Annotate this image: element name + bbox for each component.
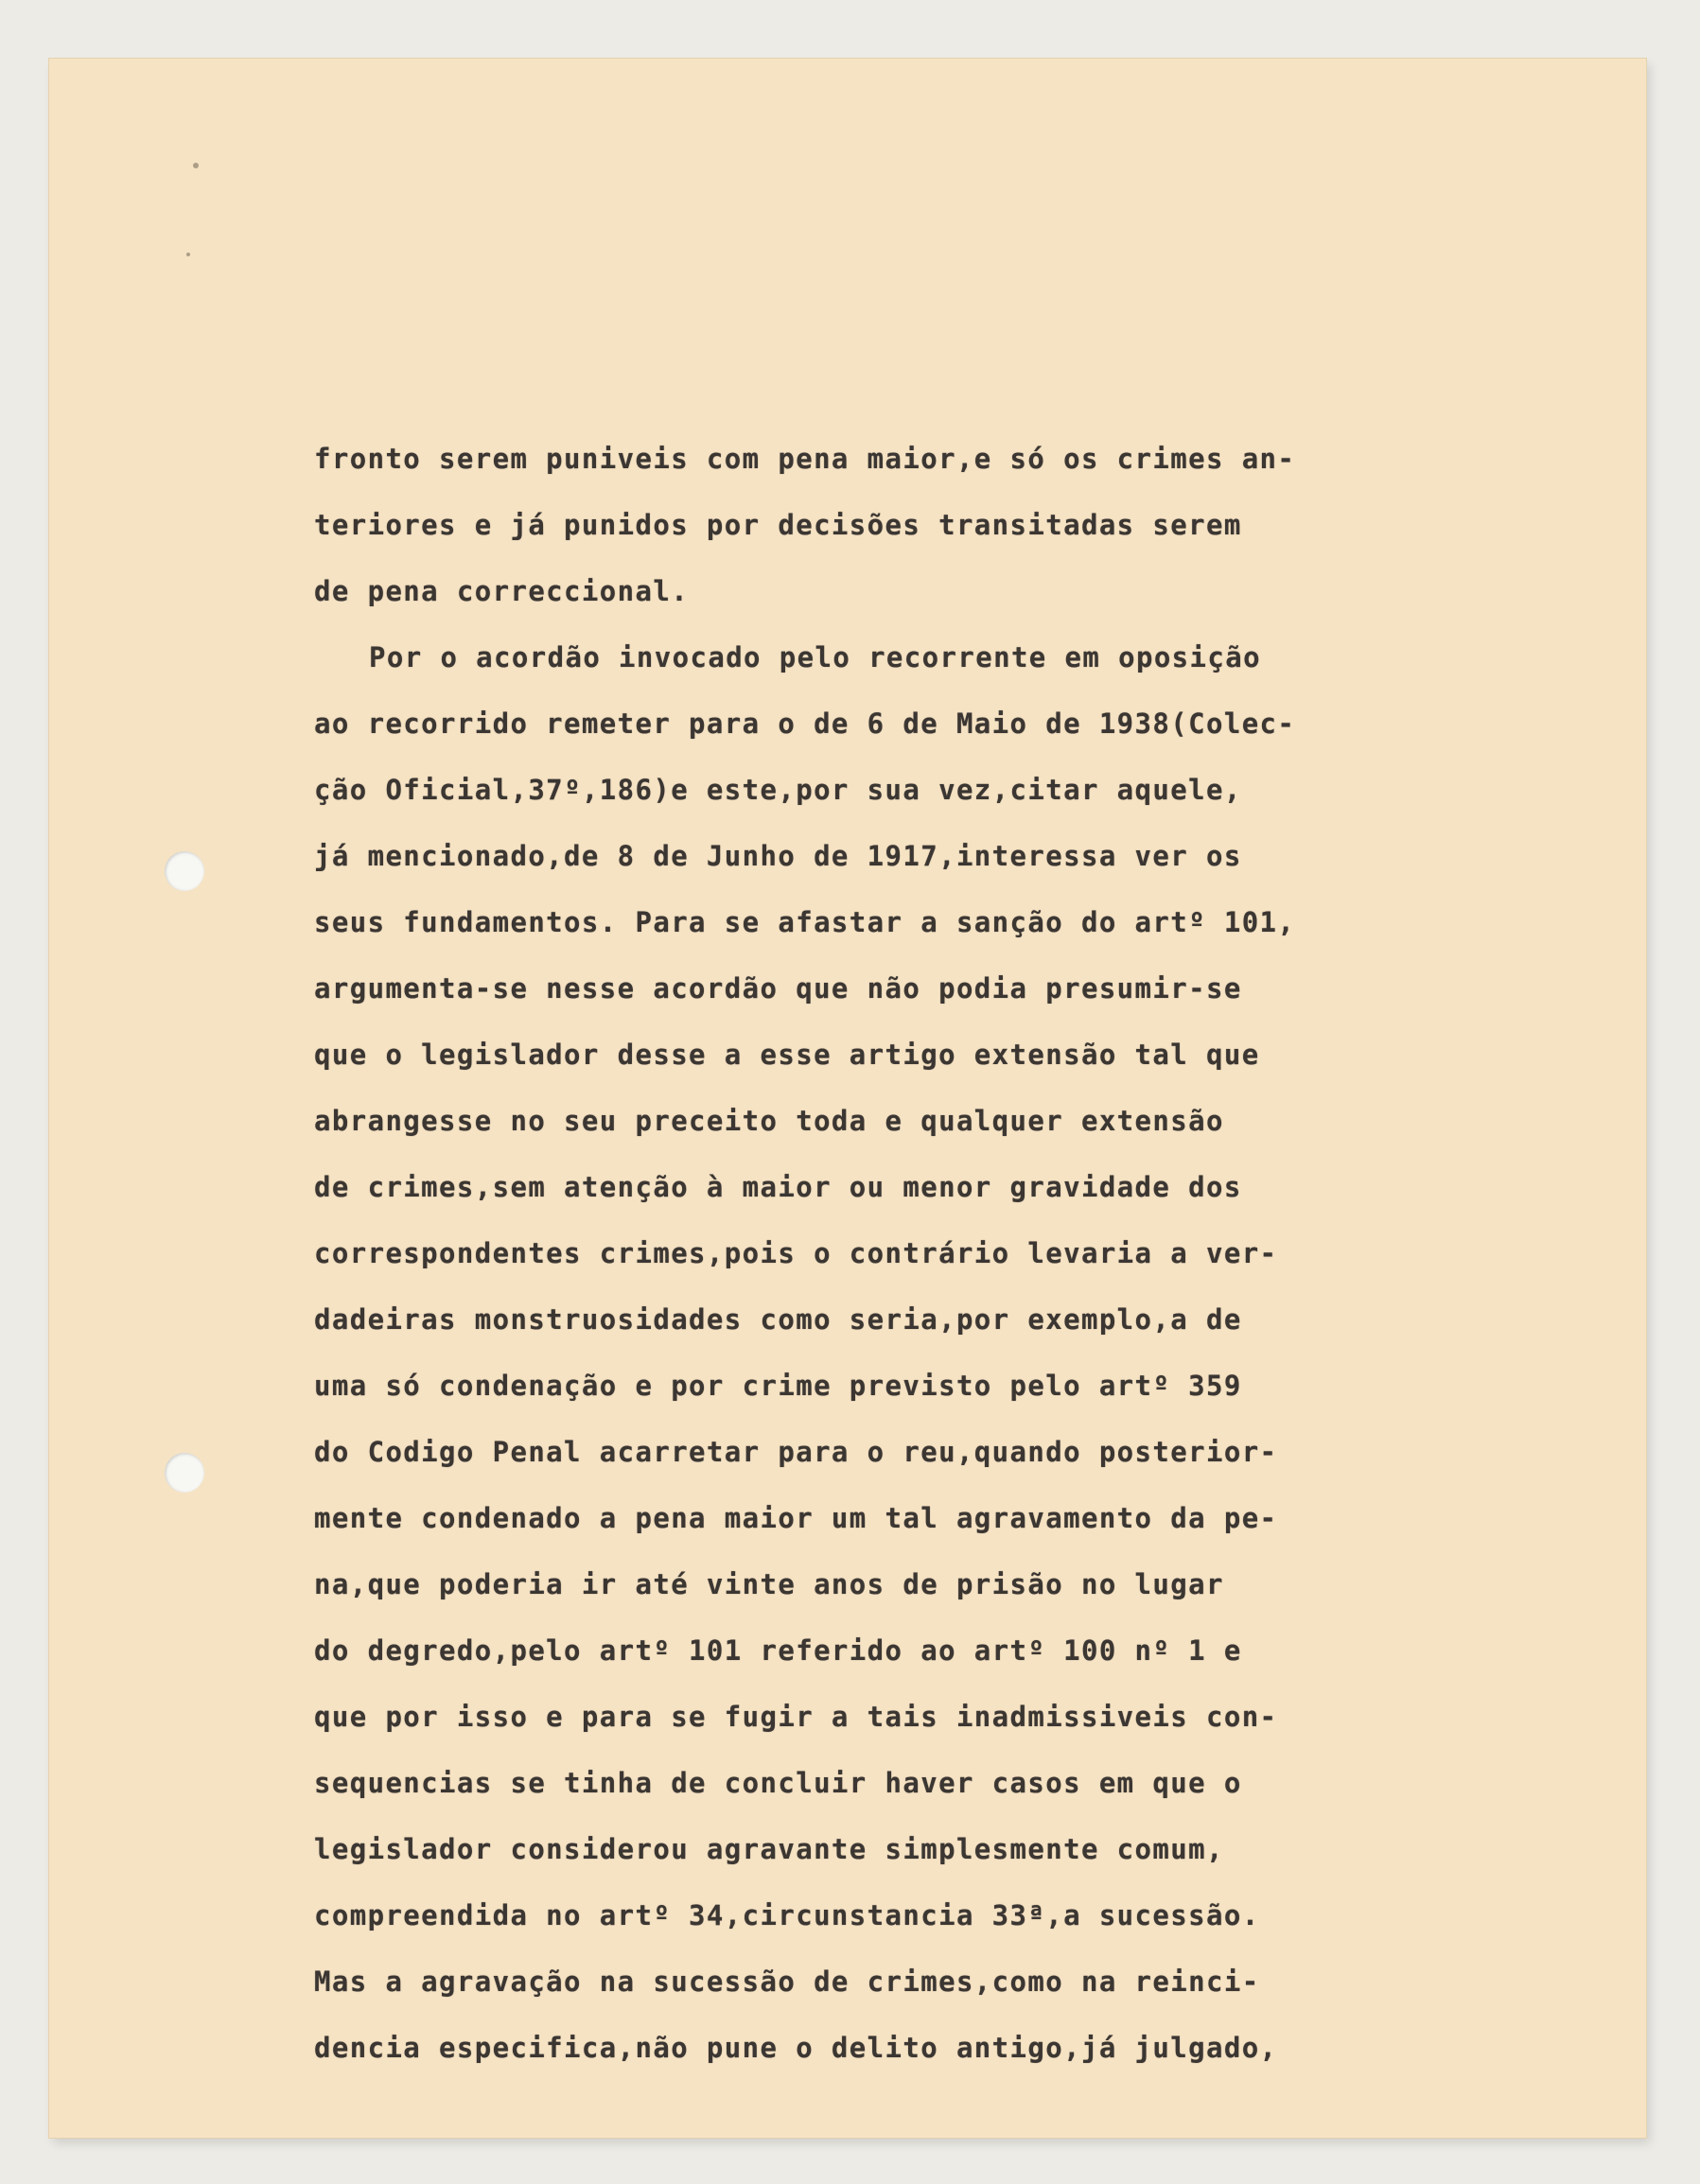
- text-line: que o legislador desse a esse artigo extensão tal que: [314, 1039, 1260, 1071]
- text-line: seus fundamentos. Para se afastar a sanção do artº 101,: [314, 906, 1296, 938]
- punch-hole: [165, 851, 204, 891]
- text-line: correspondentes crimes,pois o contrário levaria a ver-: [314, 1237, 1278, 1269]
- text-line: legislador considerou agravante simplesmente comum,: [314, 1833, 1224, 1865]
- text-line: de crimes,sem atenção à maior ou menor gravidade dos: [314, 1171, 1242, 1203]
- paragraph-start-line: Por o acordão invocado pelo recorrente em oposição: [369, 641, 1261, 673]
- text-line: dencia especifica,não pune o delito antigo,já julgado,: [314, 2032, 1278, 2064]
- ink-speck: [193, 163, 199, 168]
- text-line: Mas a agravação na sucessão de crimes,como na reinci-: [314, 1966, 1260, 1998]
- text-line: ao recorrido remeter para o de 6 de Maio de 1938(Colec-: [314, 708, 1296, 740]
- text-line: argumenta-se nesse acordão que não podia presumir-se: [314, 972, 1242, 1005]
- text-line: teriores e já punidos por decisões transitadas serem: [314, 509, 1242, 541]
- text-line: compreendida no artº 34,circunstancia 33ª,a sucessão.: [314, 1899, 1260, 1931]
- typed-text-body: [314, 426, 1374, 2081]
- text-line: dadeiras monstruosidades como seria,por exemplo,a de: [314, 1303, 1242, 1336]
- text-line: ção Oficial,37º,186)e este,por sua vez,citar aquele,: [314, 774, 1242, 806]
- text-line: sequencias se tinha de concluir haver casos em que o: [314, 1767, 1242, 1799]
- text-line: já mencionado,de 8 de Junho de 1917,interessa ver os: [314, 840, 1242, 872]
- text-line: do degredo,pelo artº 101 referido ao artº 100 nº 1 e: [314, 1634, 1242, 1667]
- text-line: na,que poderia ir até vinte anos de prisão no lugar: [314, 1568, 1224, 1600]
- typed-page: [49, 59, 1646, 2138]
- ink-speck: [186, 253, 190, 256]
- text-line: que por isso e para se fugir a tais inadmissiveis con-: [314, 1701, 1278, 1733]
- punch-hole: [165, 1453, 204, 1493]
- text-line: de pena correccional.: [314, 575, 690, 607]
- text-line: do Codigo Penal acarretar para o reu,quando posterior-: [314, 1436, 1278, 1468]
- text-line: mente condenado a pena maior um tal agravamento da pe-: [314, 1502, 1278, 1534]
- text-line: fronto serem puniveis com pena maior,e só os crimes an-: [314, 443, 1296, 475]
- text-line: uma só condenação e por crime previsto pelo artº 359: [314, 1370, 1242, 1402]
- text-line: abrangesse no seu preceito toda e qualquer extensão: [314, 1105, 1224, 1137]
